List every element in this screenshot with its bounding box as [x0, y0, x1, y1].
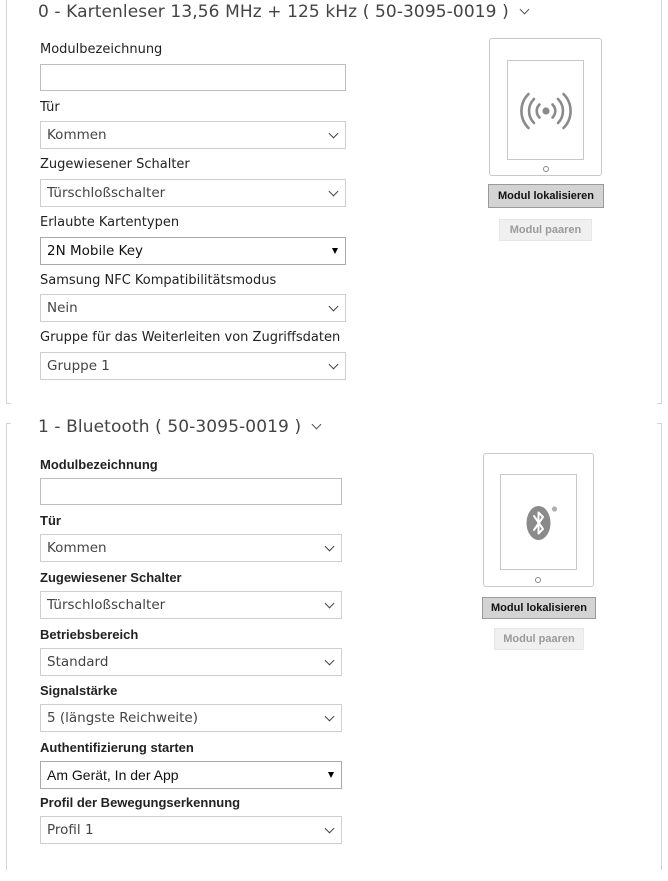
locate-module-button[interactable]: Modul lokalisieren [482, 597, 596, 619]
access-group-select-value: Gruppe 1 [47, 358, 110, 374]
chevron-down-icon[interactable] [312, 420, 322, 430]
motion-profile-select[interactable] [40, 816, 342, 844]
section-frame-corner [6, 423, 11, 424]
start-authentication-label: Authentifizierung starten [40, 740, 194, 755]
chevron-down-icon [325, 598, 335, 608]
module-title: 1 - Bluetooth ( 50-3095-0019 ) [38, 417, 302, 437]
module-name-label: Modulbezeichnung [40, 457, 158, 472]
module-header[interactable] [38, 417, 320, 437]
module-name-input[interactable] [40, 478, 342, 505]
chevron-down-icon [325, 823, 335, 833]
start-authentication-select-value: Am Gerät, In der App [47, 767, 179, 783]
nfc-rfid-icon [508, 61, 585, 161]
switch-label: Zugewiesener Schalter [40, 570, 182, 585]
access-group-label: Gruppe für das Weiterleiten von Zugriffsdaten [40, 330, 341, 345]
module-header[interactable] [38, 2, 528, 22]
signal-strength-label: Signalstärke [40, 683, 118, 698]
device-illustration [483, 453, 594, 587]
pair-module-button[interactable]: Modul paaren [499, 219, 592, 241]
door-label: Tür [40, 513, 61, 528]
dropdown-arrow-icon [332, 248, 338, 254]
chevron-down-icon [329, 128, 339, 138]
section-frame-corner [657, 423, 662, 424]
switch-select[interactable] [40, 591, 342, 619]
section-frame-right [661, 0, 662, 404]
door-select[interactable] [40, 121, 346, 149]
chevron-down-icon [325, 711, 335, 721]
switch-select-value: Türschloßschalter [47, 597, 166, 613]
module-title: 0 - Kartenleser 13,56 MHz + 125 kHz ( 50-3095-0019 ) [38, 2, 509, 22]
card-types-select[interactable] [40, 237, 346, 265]
module-card-reader [0, 0, 668, 410]
device-led [535, 577, 541, 583]
section-frame-corner [6, 403, 11, 404]
start-authentication-select[interactable] [40, 761, 342, 789]
chevron-down-icon [329, 186, 339, 196]
section-frame-corner [657, 403, 662, 404]
samsung-nfc-label: Samsung NFC Kompatibilitätsmodus [40, 273, 277, 288]
section-frame-left [6, 0, 7, 404]
chevron-down-icon [325, 655, 335, 665]
chevron-down-icon [329, 301, 339, 311]
switch-label: Zugewiesener Schalter [40, 157, 190, 172]
motion-profile-label: Profil der Bewegungserkennung [40, 795, 241, 810]
switch-select[interactable] [40, 179, 346, 207]
card-types-select-value: 2N Mobile Key [47, 243, 144, 259]
bluetooth-icon [501, 475, 578, 571]
module-name-input[interactable] [40, 64, 346, 91]
pair-module-button[interactable]: Modul paaren [494, 628, 584, 650]
signal-strength-select-value: 5 (längste Reichweite) [47, 710, 198, 726]
device-screen [507, 60, 584, 160]
dropdown-arrow-icon [328, 772, 334, 778]
operating-range-select-value: Standard [47, 654, 109, 670]
chevron-down-icon [329, 359, 339, 369]
access-group-select[interactable] [40, 352, 346, 380]
operating-range-label: Betriebsbereich [40, 627, 139, 642]
signal-strength-select[interactable] [40, 704, 342, 732]
module-bluetooth [0, 417, 668, 881]
section-frame-left [6, 423, 7, 870]
operating-range-select[interactable] [40, 648, 342, 676]
door-select-value: Kommen [47, 127, 107, 143]
card-types-label: Erlaubte Kartentypen [40, 215, 180, 230]
device-screen [500, 474, 577, 570]
switch-select-value: Türschloßschalter [47, 185, 166, 201]
samsung-nfc-select-value: Nein [47, 300, 78, 316]
samsung-nfc-select[interactable] [40, 294, 346, 322]
motion-profile-select-value: Profil 1 [47, 822, 94, 838]
section-frame-right [661, 423, 662, 870]
chevron-down-icon[interactable] [519, 5, 529, 15]
chevron-down-icon [325, 541, 335, 551]
door-label: Tür [40, 100, 60, 115]
device-led [543, 166, 549, 172]
door-select[interactable] [40, 534, 342, 562]
device-illustration [489, 38, 602, 176]
door-select-value: Kommen [47, 540, 107, 556]
locate-module-button[interactable]: Modul lokalisieren [488, 184, 604, 208]
module-name-label: Modulbezeichnung [40, 42, 163, 57]
